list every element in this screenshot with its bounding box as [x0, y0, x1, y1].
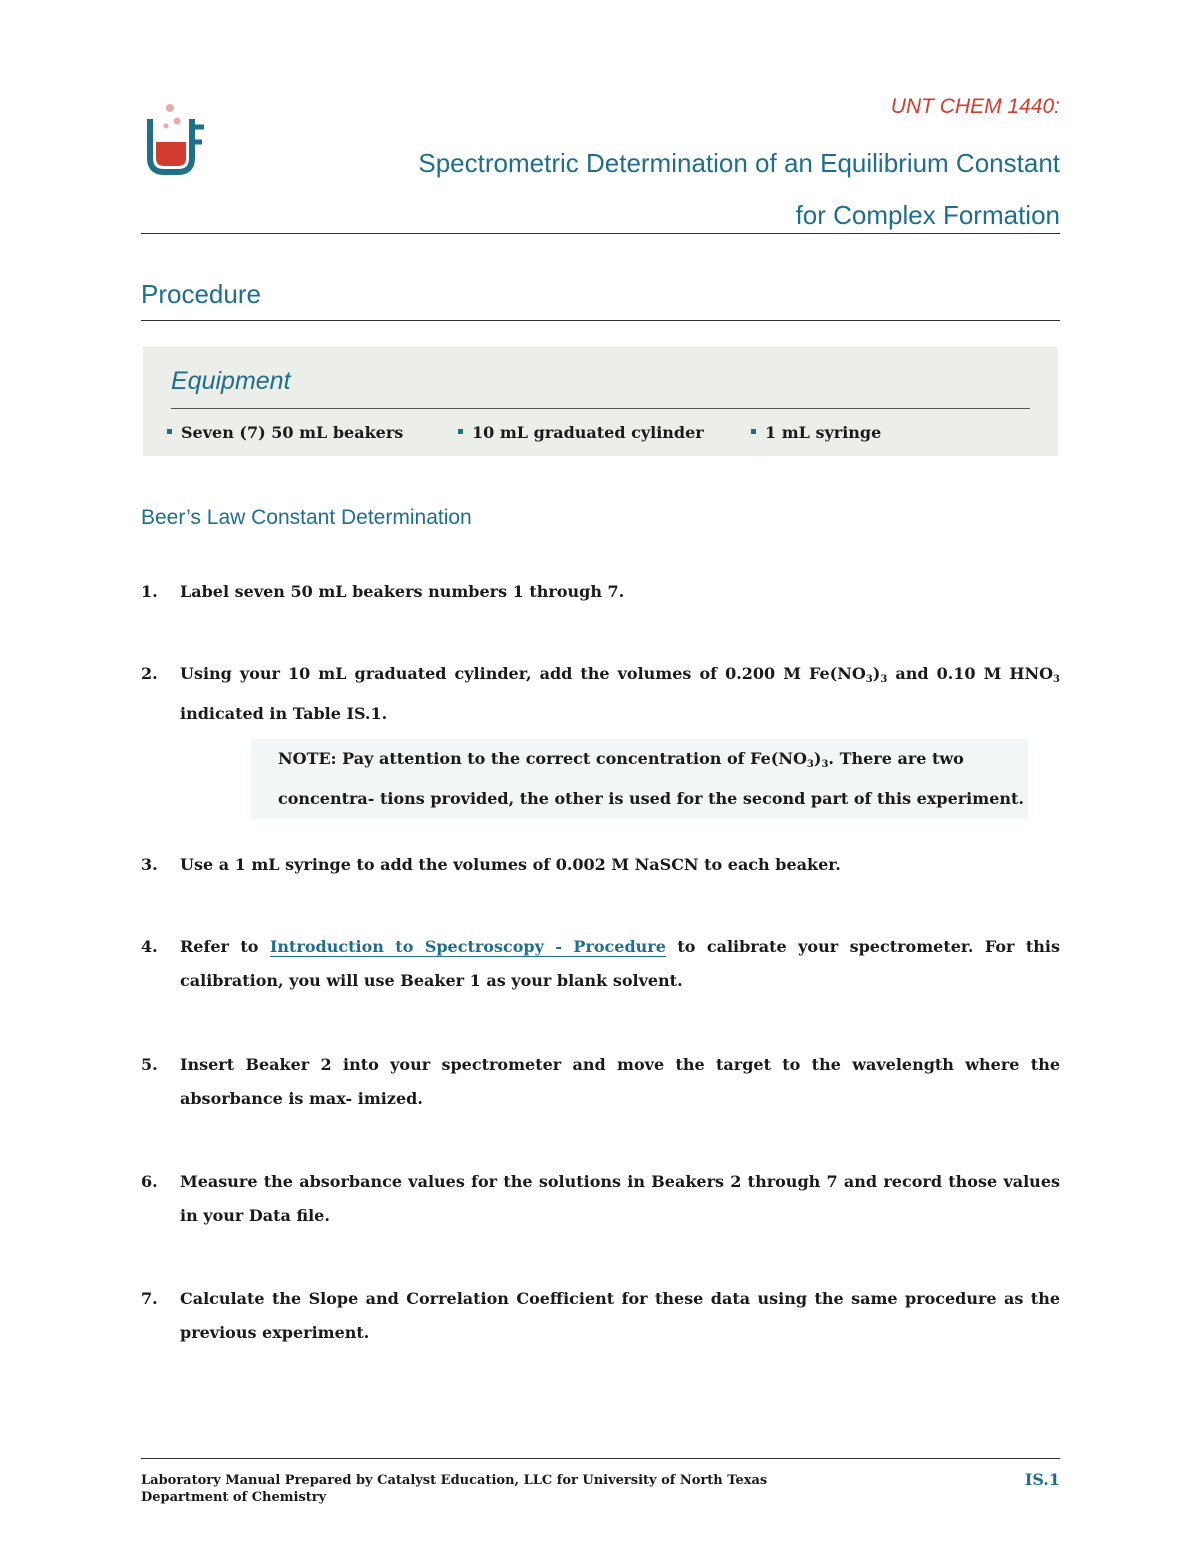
step-text: Measure the absorbance values for the solutions in Beakers 2 through 7 and record those values in your Data file.: [180, 1172, 1060, 1225]
bullet-icon: [751, 429, 756, 434]
subsection-title: Beer’s Law Constant Determination: [141, 506, 472, 529]
equipment-item: Seven (7) 50 mL beakers: [167, 423, 403, 442]
step-1: [141, 575, 1060, 609]
step-6: [141, 1165, 1060, 1233]
step-4: [141, 930, 1060, 998]
step-number: 6.: [141, 1172, 158, 1191]
bullet-icon: [458, 429, 463, 434]
document-title: [418, 137, 1060, 241]
equipment-item: 10 mL graduated cylinder: [458, 423, 704, 442]
step-number: 4.: [141, 937, 158, 956]
title-line-1: Spectrometric Determination of an Equilibrium Constant: [418, 148, 1060, 178]
note-box: NOTE: Pay attention to the correct concentration of $Fe(NO_3)_3$. There are two concentra- tions provided, the other is used for the second part of this experiment.: [251, 739, 1028, 819]
beaker-logo-icon: [146, 102, 208, 176]
equipment-divider: [171, 408, 1030, 409]
step-text: Use a 1 mL syringe to add the volumes of 0.002 M NaSCN to each beaker.: [180, 855, 841, 874]
bullet-icon: [167, 429, 172, 434]
equipment-title: Equipment: [171, 367, 291, 395]
header-divider: [141, 233, 1060, 234]
step-number: 2.: [141, 664, 158, 683]
step-7: [141, 1282, 1060, 1350]
step-text: Using your 10 mL graduated cylinder, add the volumes of 0.200 M $Fe(NO_3)_3$ and 0.10 M $HNO_3$ indicated in Table IS.1.: [180, 664, 1061, 723]
equipment-item: 1 mL syringe: [751, 423, 881, 442]
step-number: 1.: [141, 582, 158, 601]
footer-divider: [141, 1458, 1060, 1459]
course-code: UNT CHEM 1440:: [890, 95, 1060, 118]
section-title: Procedure: [141, 279, 261, 309]
equipment-panel: [143, 347, 1058, 456]
step-text: Calculate the Slope and Correlation Coefficient for these data using the same procedure as the previous experiment.: [180, 1289, 1060, 1342]
step-number: 7.: [141, 1289, 158, 1308]
page-number: IS.1: [1024, 1470, 1060, 1489]
footer-line-1: Laboratory Manual Prepared by Catalyst Education, LLC for University of North Texas: [141, 1473, 768, 1488]
step-number: 5.: [141, 1055, 158, 1074]
footer-text: [141, 1472, 767, 1506]
section-divider: [141, 320, 1060, 321]
footer-line-2: Department of Chemistry: [141, 1490, 327, 1505]
step-number: 3.: [141, 855, 158, 874]
step-text: Refer to Introduction to Spectroscopy - Procedure to calibrate your spectrometer. For this calibration, you will use Beaker 1 as your blank solvent.: [180, 937, 1061, 990]
step-5: [141, 1048, 1060, 1116]
step-text: Insert Beaker 2 into your spectrometer and move the target to the wavelength where the absorbance is max- imized.: [180, 1055, 1060, 1108]
step-3: [141, 848, 1060, 882]
step-2: [141, 657, 1060, 731]
step-text: Label seven 50 mL beakers numbers 1 through 7.: [180, 582, 625, 601]
spectroscopy-procedure-link[interactable]: Introduction to Spectroscopy - Procedure: [269, 937, 666, 956]
title-line-2: for Complex Formation: [795, 200, 1060, 230]
